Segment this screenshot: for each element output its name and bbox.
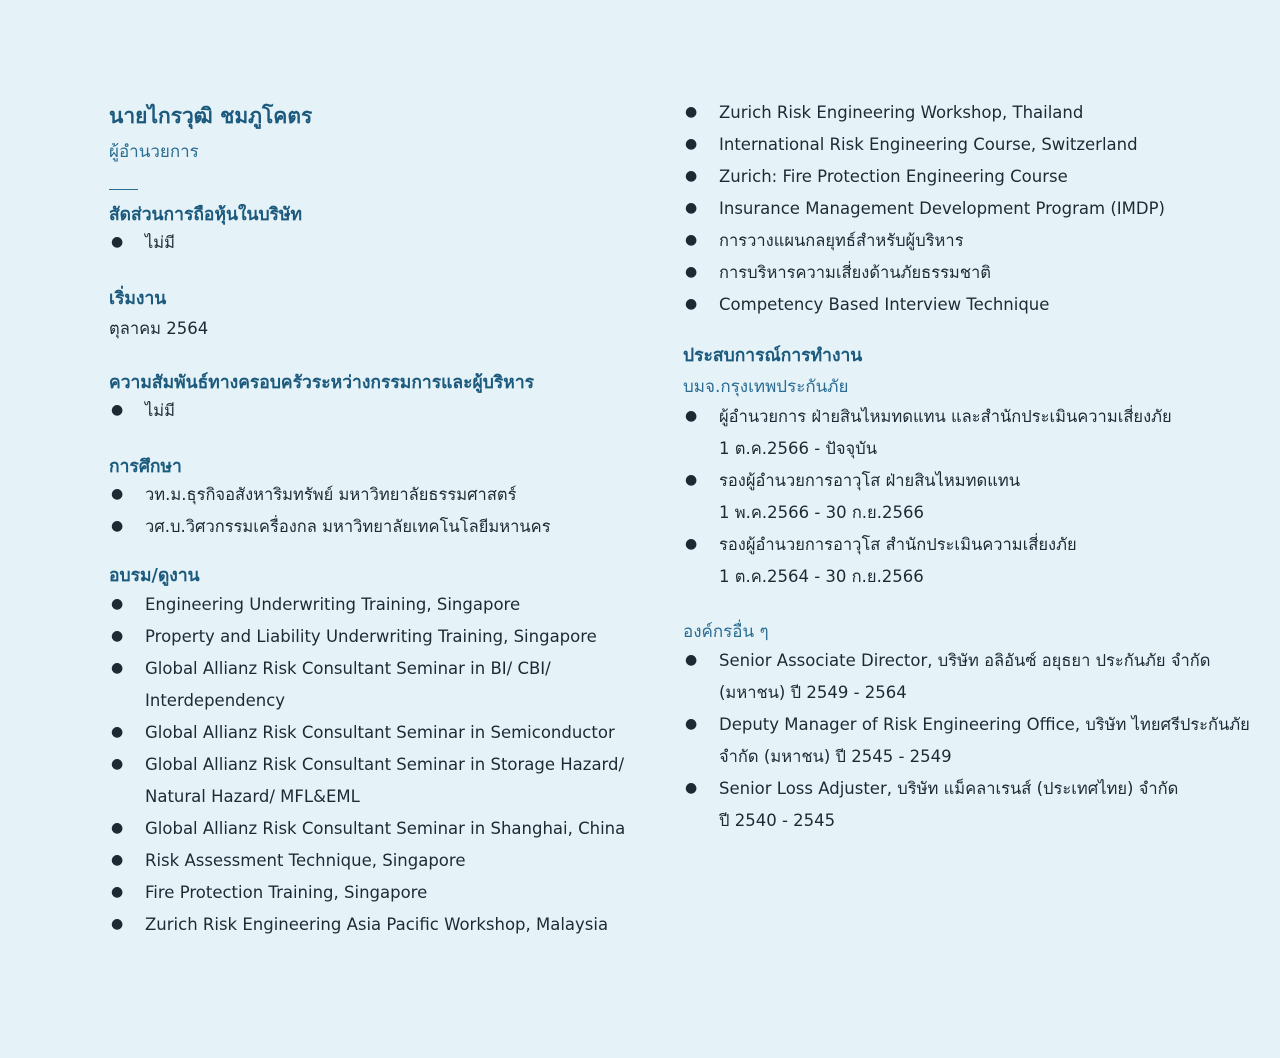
list-item: ● Engineering Underwriting Training, Singapore <box>109 589 625 621</box>
person-name: นายไกรวุฒิ ชมภูโคตร <box>109 104 313 128</box>
bullet-icon: ● <box>685 200 698 216</box>
bullet-icon: ● <box>685 296 698 312</box>
list-item: ● Fire Protection Training, Singapore <box>109 877 625 909</box>
experience-heading: ประสบการณ์การทำงาน <box>683 346 863 366</box>
list-item: ● Global Allianz Risk Consultant Seminar in Shanghai, China <box>109 813 625 845</box>
bullet-icon: ● <box>111 756 124 772</box>
bullet-icon: ● <box>685 136 698 152</box>
bullet-icon: ● <box>685 104 698 120</box>
training-list-continued <box>683 97 1165 321</box>
family-list <box>109 395 175 427</box>
list-item: ● Zurich Risk Engineering Workshop, Thailand <box>683 97 1165 129</box>
list-item: ● Deputy Manager of Risk Engineering Office, บริษัท ไทยศรีประกันภัย จำกัด (มหาชน) ปี 2545 - 2549 <box>683 709 1250 773</box>
bullet-icon: ● <box>111 820 124 836</box>
list-item: ● Senior Loss Adjuster, บริษัท แม็คลาเรนส์ (ประเทศไทย) จำกัด ปี 2540 - 2545 <box>683 773 1250 837</box>
list-item: ● ผู้อำนวยการ ฝ่ายสินไหมทดแทน และสำนักประเมินความเสี่ยงภัย 1 ต.ค.2566 - ปัจจุบัน <box>683 401 1172 465</box>
list-item: ● รองผู้อำนวยการอาวุโส สำนักประเมินความเสี่ยงภัย 1 ต.ค.2564 - 30 ก.ย.2566 <box>683 529 1172 593</box>
bullet-icon: ● <box>685 716 698 732</box>
bullet-icon: ● <box>111 628 124 644</box>
list-item: ● วศ.บ.วิศวกรรมเครื่องกล มหาวิทยาลัยเทคโนโลยีมหานคร <box>109 511 551 543</box>
list-item: ● Property and Liability Underwriting Training, Singapore <box>109 621 625 653</box>
bullet-icon: ● <box>685 536 698 552</box>
bullet-icon: ● <box>685 168 698 184</box>
bullet-icon: ● <box>685 652 698 668</box>
experience-list <box>683 401 1172 593</box>
list-item: ● Senior Associate Director, บริษัท อลิอันซ์ อยุธยา ประกันภัย จำกัด (มหาชน) ปี 2549 - 2564 <box>683 645 1250 709</box>
bullet-icon: ● <box>685 472 698 488</box>
list-item: ● Risk Assessment Technique, Singapore <box>109 845 625 877</box>
list-item: ● Zurich: Fire Protection Engineering Course <box>683 161 1165 193</box>
education-list <box>109 479 551 543</box>
shareholding-list <box>109 227 175 259</box>
bullet-icon: ● <box>111 234 124 250</box>
list-item: ● รองผู้อำนวยการอาวุโส ฝ่ายสินไหมทดแทน 1 พ.ค.2566 - 30 ก.ย.2566 <box>683 465 1172 529</box>
bullet-icon: ● <box>685 408 698 424</box>
training-heading: อบรม/ดูงาน <box>109 566 200 586</box>
bullet-icon: ● <box>685 264 698 280</box>
bullet-icon: ● <box>685 780 698 796</box>
family-heading: ความสัมพันธ์ทางครอบครัวระหว่างกรรมการและผู้บริหาร <box>109 373 535 393</box>
list-item: ● Global Allianz Risk Consultant Seminar in Semiconductor <box>109 717 625 749</box>
list-item: ● ไม่มี <box>109 395 175 427</box>
shareholding-heading: สัดส่วนการถือหุ้นในบริษัท <box>109 205 303 225</box>
divider <box>109 189 138 190</box>
list-item: ● Zurich Risk Engineering Asia Pacific Workshop, Malaysia <box>109 909 625 941</box>
bullet-icon: ● <box>111 596 124 612</box>
list-item: ● International Risk Engineering Course, Switzerland <box>683 129 1165 161</box>
list-item: ● Global Allianz Risk Consultant Seminar in BI/ CBI/ Interdependency <box>109 653 625 717</box>
education-heading: การศึกษา <box>109 457 182 477</box>
training-list <box>109 589 625 941</box>
bullet-icon: ● <box>111 402 124 418</box>
bullet-icon: ● <box>111 518 124 534</box>
other-orgs-heading: องค์กรอื่น ๆ <box>683 622 769 642</box>
list-item: ● วท.ม.ธุรกิจอสังหาริมทรัพย์ มหาวิทยาลัยธรรมศาสตร์ <box>109 479 551 511</box>
bullet-icon: ● <box>685 232 698 248</box>
other-orgs-list <box>683 645 1250 837</box>
list-item: ● Competency Based Interview Technique <box>683 289 1165 321</box>
list-item: ● Insurance Management Development Program (IMDP) <box>683 193 1165 225</box>
bullet-icon: ● <box>111 852 124 868</box>
start-heading: เริ่มงาน <box>109 289 167 309</box>
start-date: ตุลาคม 2564 <box>109 319 209 338</box>
list-item: ● ไม่มี <box>109 227 175 259</box>
bullet-icon: ● <box>111 660 124 676</box>
bullet-icon: ● <box>111 916 124 932</box>
list-item: ● การวางแผนกลยุทธ์สำหรับผู้บริหาร <box>683 225 1165 257</box>
bullet-icon: ● <box>111 486 124 502</box>
list-item: ● การบริหารความเสี่ยงด้านภัยธรรมชาติ <box>683 257 1165 289</box>
list-item: ● Global Allianz Risk Consultant Seminar in Storage Hazard/ Natural Hazard/ MFL&EML <box>109 749 625 813</box>
person-position: ผู้อำนวยการ <box>109 142 199 162</box>
bullet-icon: ● <box>111 724 124 740</box>
bullet-icon: ● <box>111 884 124 900</box>
experience-company: บมจ.กรุงเทพประกันภัย <box>683 377 849 397</box>
